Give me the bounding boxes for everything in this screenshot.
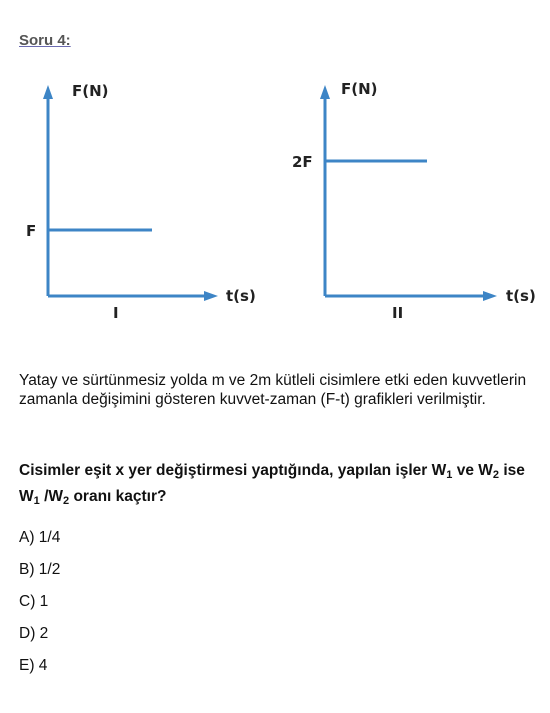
graph-1-x-label: t(s) (226, 287, 256, 305)
graph-2-y-arrow (320, 85, 330, 99)
graph-2-label: II (392, 304, 404, 322)
option-b[interactable]: B) 1/2 (19, 561, 61, 578)
graph-2-x-label: t(s) (506, 287, 536, 305)
option-e[interactable]: E) 4 (19, 657, 48, 674)
option-c[interactable]: C) 1 (19, 593, 49, 610)
graph-1-label: I (113, 304, 119, 322)
force-time-graphs (0, 0, 550, 340)
graph-1-force-level: F (26, 222, 37, 240)
question-prompt: Cisimler eşit x yer değiştirmesi yaptığında, yapılan işler $W_1$ ve $W_2$ ise $W_1$ $/W_2$ oranı kaçtır? (19, 462, 525, 507)
graph-1-x-arrow (204, 291, 218, 301)
graph-1-y-label: F(N) (72, 82, 109, 100)
option-d[interactable]: D) 2 (19, 625, 49, 642)
graph-1-y-arrow (43, 85, 53, 99)
question-text: Yatay ve sürtünmesiz yolda m ve 2m kütleli cisimlere etki eden kuvvetlerin zamanla değişimini gösteren kuvvet-zaman (F-t) grafikleri verilmiştir. (19, 372, 527, 408)
graph-1 (26, 82, 256, 322)
option-a[interactable]: A) 1/4 (19, 529, 61, 546)
graph-2 (292, 80, 536, 322)
graph-2-force-level: 2F (292, 153, 313, 171)
graph-2-x-arrow (483, 291, 497, 301)
question-number: Soru 4: (19, 32, 71, 49)
graph-2-y-label: F(N) (341, 80, 378, 98)
